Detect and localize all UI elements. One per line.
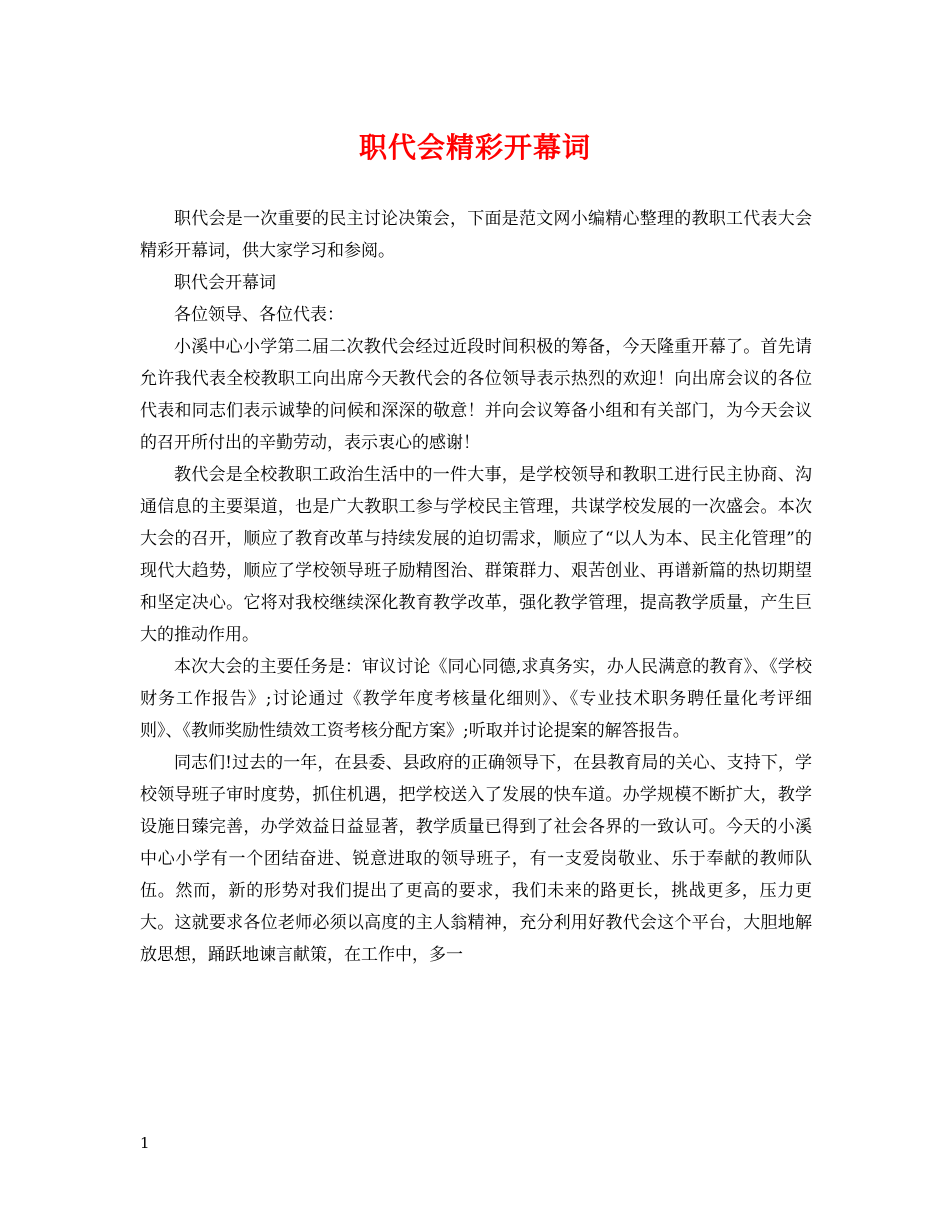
document-title: 职代会精彩开幕词: [358, 131, 591, 164]
body-paragraph: 本次大会的主要任务是：审议讨论《同心同德,求真务实，办人民满意的教育》、《学校财务工作报告》;讨论通过《教学年度考核量化细则》、《专业技术职务聘任量化考评细则》、《教师奖励性绩效工资考核分配方案》;听取并讨论提案的解答报告。: [140, 657, 812, 741]
body-paragraph: 教代会是全校教职工政治生活中的一件大事，是学校领导和教职工进行民主协商、沟通信息的主要渠道，也是广大教职工参与学校民主管理，共谋学校发展的一次盛会。本次大会的召开，顺应了教育改革与持续发展的迫切需求，顺应了“以人为本、民主化管理”的现代大趋势，顺应了学校领导班子励精图治、群策群力、艰苦创业、再谱新篇的热切期望和坚定决心。它将对我校继续深化教育教学改革，强化教学管理，提高教学质量，产生巨大的推动作用。: [140, 465, 812, 645]
document-body: [140, 203, 812, 971]
section-heading: 职代会开幕词: [174, 273, 276, 293]
intro-paragraph: 职代会是一次重要的民主讨论决策会，下面是范文网小编精心整理的教职工代表大会精彩开幕词，供大家学习和参阅。: [140, 209, 812, 261]
body-paragraph: 小溪中心小学第二届二次教代会经过近段时间积极的筹备，今天隆重开幕了。首先请允许我代表全校教职工向出席今天教代会的各位领导表示热烈的欢迎！向出席会议的各位代表和同志们表示诚挚的问候和深深的敬意！并向会议筹备小组和有关部门，为今天会议的召开所付出的辛勤劳动，表示衷心的感谢！: [140, 337, 812, 453]
body-paragraph: 同志们!过去的一年，在县委、县政府的正确领导下，在县教育局的关心、支持下，学校领导班子审时度势，抓住机遇，把学校送入了发展的快车道。办学规模不断扩大，教学设施日臻完善，办学效益日益显著，教学质量已得到了社会各界的一致认可。今天的小溪中心小学有一个团结奋进、锐意进取的领导班子，有一支爱岗敬业、乐于奉献的教师队伍。然而，新的形势对我们提出了更高的要求，我们未来的路更长，挑战更多，压力更大。这就要求各位老师必须以高度的主人翁精神，充分利用好教代会这个平台，大胆地解放思想，踊跃地谏言献策，在工作中，多一: [140, 753, 812, 965]
page-number: 1: [140, 1134, 150, 1152]
salutation: 各位领导、各位代表：: [174, 305, 344, 325]
